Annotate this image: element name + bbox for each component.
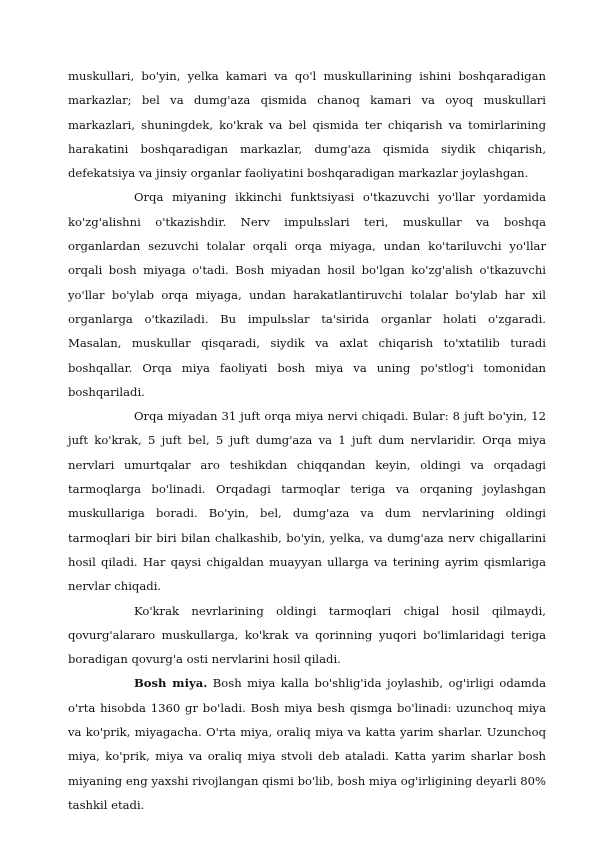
section-heading-brain: Bosh miya. <box>134 676 208 691</box>
paragraph-spinal-nerves: Orqa miyadan 31 juft orqa miya nervi chiqadi. Bular: 8 juft bo'yin, 12 juft ko'krak, 5 juft bel, 5 juft dumg'aza va 1 juft dum nervlaridir. Orqa miya nervlari umurtqalar aro teshikdan chiqqandan keyin, oldingi va orqadagi tarmoqlarga bo'linadi. Orqadagi tarmoqlar teriga va orqaning joylashgan muskullariga boradi. Bo'yin, bel, dumg'aza va dum nervlarining oldingi tarmoqlari bir biri bilan chalkashib, bo'yin, yelka, va dumg'aza nerv chigallarini hosil qiladi. Har qaysi chigaldan muayyan ullarga va terining ayrim qismlariga nervlar chiqadi. <box>68 409 546 594</box>
paragraph-spinal-centers: muskullari, bo'yin, yelka kamari va qo'l muskullarining ishini boshqaradigan markazlar; bel va dumg'aza qismida chanoq kamari va oyoq muskullari markazlari, shuningdek, ko'krak va bel qismida ter chiqarish va tomirlarining harakatini boshqaradigan markazlar, dumg'aza qismida siydik chiqarish, defekatsiya va jinsiy organlar faoliyatini boshqaradigan markazlar joylashgan. <box>68 69 546 181</box>
paragraph-brain-text: Bosh miya kalla bo'shlig'ida joylashib, og'irligi odamda o'rta hisobda 1360 gr bo'ladi. Bosh miya besh qismga bo'linadi: uzunchoq miya va ko'prik, miyagacha. O'rta miya, oraliq miya va katta yarim sharlar. Uzunchoq miya, ko'prik, miya va oraliq miya stvoli deb ataladi. Katta yarim sharlar bosh miyaning eng yaxshi rivojlangan qismi bo'lib, bosh miya og'irligining deyarli 80% tashkil etadi. <box>68 676 547 812</box>
paragraph-brain <box>68 671 546 817</box>
paragraph-thoracic-nerves: Ko'krak nevrlarining oldingi tarmoqlari chigal hosil qilmaydi, qovurg'alararo muskullarga, ko'krak va qorinning yuqori bo'limlaridagi teriga boradigan qovurg'a osti nervlarini hosil qiladi. <box>68 603 546 667</box>
paragraph-conduction-function: Orqa miyaning ikkinchi funktsiyasi o'tkazuvchi yo'llar yordamida ko'zg'alishni o'tkazishdir. Nerv impulьslari teri, muskullar va boshqa organlardan sezuvchi tolalar orqali orqa miyaga, undan ko'tariluvchi yo'llar orqali bosh miyaga o'tadi. Bosh miyadan hosil bo'lgan ko'zg'alish o'tkazuvchi yo'llar bo'ylab orqa miyaga, undan harakatlantiruvchi tolalar bo'ylab har xil organlarga o'tkaziladi. Bu impulьslar ta'sirida organlar holati o'zgaradi. Masalan, muskullar qisqaradi, siydik va axlat chiqarish to'xtatilib turadi boshqallar. Orqa miya faoliyati bosh miya va uning po'stlog'i tomonidan boshqariladi. <box>68 190 546 399</box>
